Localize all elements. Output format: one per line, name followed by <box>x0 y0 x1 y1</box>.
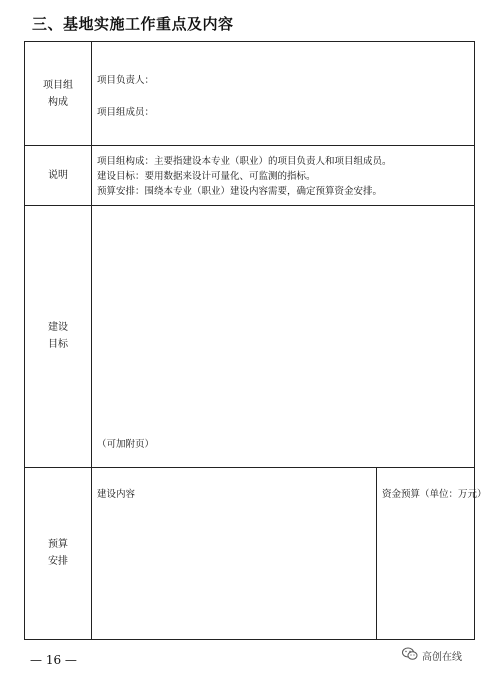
content-budget <box>91 467 487 639</box>
content-team[interactable] <box>91 42 474 145</box>
label-budget <box>25 467 92 639</box>
note-line-2: 建设目标：要用数据来设计可量化、可监测的指标。 <box>97 171 316 182</box>
form-table <box>24 41 487 640</box>
content-notes <box>91 145 474 205</box>
attach-note: （可加附页） <box>97 439 155 450</box>
goals-field[interactable] <box>91 205 474 467</box>
row-budget <box>25 467 487 639</box>
row-team <box>25 42 474 146</box>
label-notes: 说明 <box>25 145 92 205</box>
label-budget-line2: 安排 <box>48 556 68 567</box>
wechat-icon <box>402 647 418 664</box>
label-budget-line1: 预算 <box>48 539 68 550</box>
row-goals <box>25 205 474 468</box>
watermark <box>402 647 462 664</box>
label-team <box>25 42 92 145</box>
label-goals <box>25 205 92 467</box>
page-number: — 16 — <box>30 653 77 667</box>
label-goals-line2: 目标 <box>48 339 68 350</box>
row-notes <box>25 145 474 206</box>
note-line-1: 项目组构成：主要指建设本专业（职业）的项目负责人和项目组成员。 <box>97 156 392 167</box>
construction-content-field[interactable]: 建设内容 <box>97 489 136 500</box>
project-leader-field[interactable]: 项目负责人： <box>97 75 155 86</box>
section-heading: 三、基地实施工作重点及内容 <box>32 15 234 33</box>
funds-budget-field[interactable]: 资金预算（单位：万元） <box>382 489 487 500</box>
label-team-line1: 项目组 <box>43 79 73 91</box>
label-team-line2: 构成 <box>48 96 68 108</box>
budget-column-divider <box>376 467 377 639</box>
note-line-3: 预算安排：围绕本专业（职业）建设内容需要，确定预算资金安排。 <box>97 186 383 197</box>
label-goals-line1: 建设 <box>48 322 68 333</box>
watermark-text: 高创在线 <box>422 652 462 663</box>
project-members-field[interactable]: 项目组成员： <box>97 107 155 118</box>
